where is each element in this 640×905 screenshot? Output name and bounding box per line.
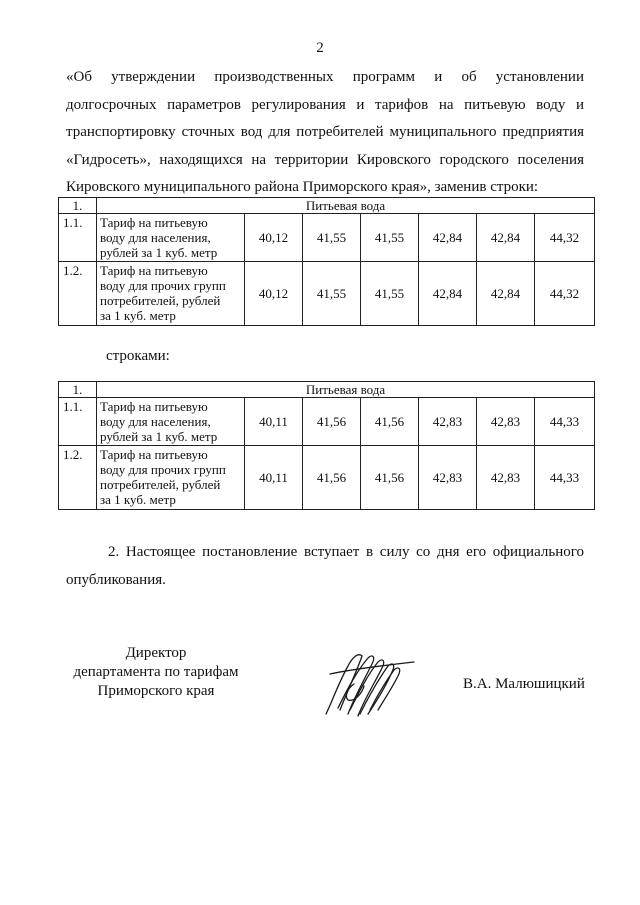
value-cell: 42,84: [477, 262, 535, 326]
desc-line: потребителей, рублей: [100, 477, 221, 492]
row-num: 1.1.: [59, 214, 97, 262]
value-cell: 41,56: [361, 446, 419, 510]
value-cell: 42,84: [477, 214, 535, 262]
desc-line: Тариф на питьевую: [100, 263, 208, 278]
intro-line: Кировского муниципального района Приморского края», заменив строки:: [66, 179, 539, 195]
value-cell: 40,11: [245, 446, 303, 510]
desc-line: воду для прочих групп: [100, 462, 226, 477]
value-cell: 42,84: [419, 262, 477, 326]
table-row: [59, 446, 595, 510]
value-cell: 44,33: [535, 398, 595, 446]
value-cell: 44,32: [535, 214, 595, 262]
header-num: 1.: [59, 198, 97, 214]
clause-line: опубликования.: [66, 572, 166, 588]
value-cell: 42,83: [419, 446, 477, 510]
tariff-table-old: [58, 197, 595, 326]
value-cell: 41,55: [361, 262, 419, 326]
value-cell: 41,55: [361, 214, 419, 262]
value-cell: 44,33: [535, 446, 595, 510]
value-cell: 41,56: [303, 398, 361, 446]
value-cell: 40,11: [245, 398, 303, 446]
header-num: 1.: [59, 382, 97, 398]
desc-line: воду для населения,: [100, 230, 211, 245]
desc-line: Тариф на питьевую: [100, 215, 208, 230]
intro-line: долгосрочных параметров регулирования и тарифов на питьевую воду и: [66, 96, 584, 113]
desc-line: рублей за 1 куб. метр: [100, 245, 218, 260]
value-cell: 40,12: [245, 262, 303, 326]
value-cell: 44,32: [535, 262, 595, 326]
value-cell: 41,56: [303, 446, 361, 510]
table-header-row: [59, 382, 595, 398]
desc-line: Тариф на питьевую: [100, 447, 208, 462]
clause-line: 2. Настоящее постановление вступает в силу со дня его официального: [108, 544, 584, 560]
table-row: [59, 214, 595, 262]
row-desc: [97, 398, 245, 446]
signer-title-line: Приморского края: [97, 683, 215, 699]
table-header-row: [59, 198, 595, 214]
tariff-table-new: [58, 381, 595, 510]
signature-icon: [318, 644, 418, 720]
page-number: 2: [316, 40, 324, 56]
signer-title: [58, 644, 254, 701]
value-cell: 40,12: [245, 214, 303, 262]
replace-label: строками:: [106, 348, 170, 364]
intro-line: «Гидросеть», находящихся на территории Кировского городского поселения: [66, 151, 584, 168]
desc-line: воду для прочих групп: [100, 278, 226, 293]
row-desc: [97, 214, 245, 262]
signer-title-line: департамента по тарифам: [73, 664, 239, 680]
signer-title-line: Директор: [125, 645, 187, 661]
value-cell: 41,55: [303, 214, 361, 262]
desc-line: рублей за 1 куб. метр: [100, 429, 218, 444]
value-cell: 42,83: [477, 398, 535, 446]
table-row: [59, 262, 595, 326]
value-cell: 42,83: [419, 398, 477, 446]
row-desc: [97, 446, 245, 510]
header-title: Питьевая вода: [97, 382, 595, 398]
row-num: 1.2.: [59, 446, 97, 510]
intro-paragraph: [66, 64, 584, 202]
value-cell: 42,84: [419, 214, 477, 262]
intro-line: транспортировку сточных вод для потребителей муниципального предприятия: [66, 124, 584, 140]
intro-line: «Об утверждении производственных программ и об установлении: [66, 69, 584, 85]
row-num: 1.2.: [59, 262, 97, 326]
clause-paragraph: [66, 538, 584, 594]
value-cell: 42,83: [477, 446, 535, 510]
row-num: 1.1.: [59, 398, 97, 446]
value-cell: 41,56: [361, 398, 419, 446]
row-desc: [97, 262, 245, 326]
desc-line: за 1 куб. метр: [100, 492, 176, 507]
desc-line: воду для населения,: [100, 414, 211, 429]
signer-name: В.А. Малюшицкий: [463, 676, 585, 692]
desc-line: Тариф на питьевую: [100, 399, 208, 414]
desc-line: потребителей, рублей: [100, 293, 221, 308]
value-cell: 41,55: [303, 262, 361, 326]
table-row: [59, 398, 595, 446]
header-title: Питьевая вода: [97, 198, 595, 214]
desc-line: за 1 куб. метр: [100, 308, 176, 323]
